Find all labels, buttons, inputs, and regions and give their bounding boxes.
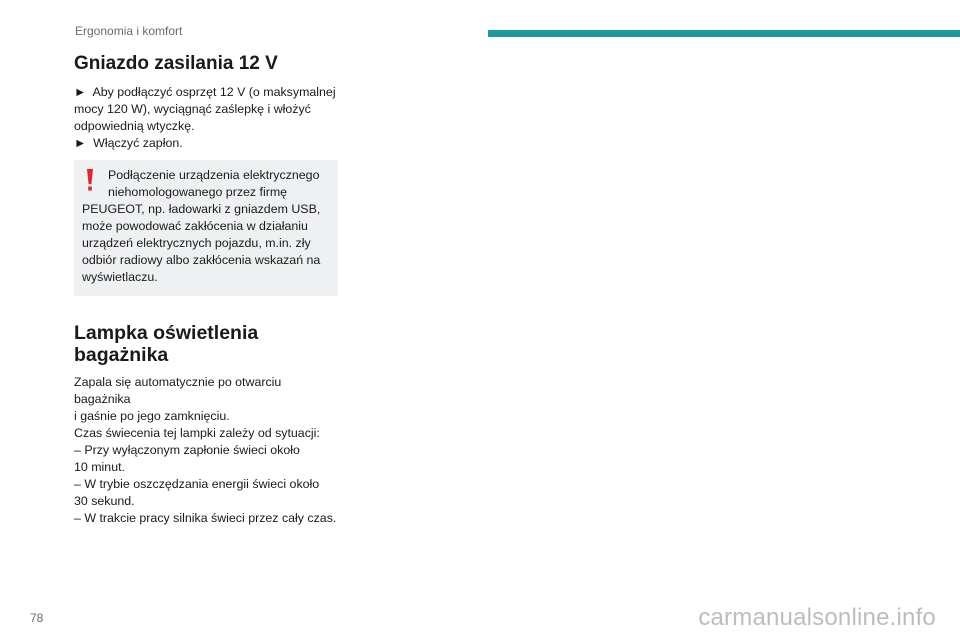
page-number: 78 — [30, 611, 44, 625]
step-line: ► Włączyć zapłon. — [74, 136, 183, 150]
instruction-step — [74, 84, 338, 135]
warning-line: urządzeń elektrycznych pojazdu, m.in. zły — [82, 236, 311, 250]
body-line: i gaśnie po jego zamknięciu. — [74, 409, 230, 423]
content-column — [74, 52, 338, 527]
watermark: carmanualsonline.info — [698, 604, 936, 631]
warning-line: PEUGEOT, np. ładowarki z gniazdem USB, — [82, 202, 321, 216]
warning-line: może powodować zakłócenia w działaniu — [82, 219, 308, 233]
exclamation-icon — [86, 168, 94, 192]
body-line: – W trybie oszczędzania energii świeci około — [74, 477, 320, 491]
step-line: odpowiednią wtyczkę. — [74, 119, 195, 133]
body-line: Zapala się automatycznie po otwarciu bagażnika — [74, 375, 282, 406]
body-line: – W trakcie pracy silnika świeci przez cały czas. — [74, 511, 337, 525]
step-line: mocy 120 W), wyciągnąć zaślepkę i włożyć — [74, 102, 311, 116]
instruction-step — [74, 135, 338, 152]
warning-note — [74, 160, 338, 296]
accent-bar — [488, 30, 960, 37]
arrow-icon: ► — [74, 85, 87, 99]
body-line: 10 minut. — [74, 460, 125, 474]
arrow-icon: ► — [74, 136, 87, 150]
section-title-power-socket: Gniazdo zasilania 12 V — [74, 53, 278, 74]
warning-line: Podłączenie urządzenia elektrycznego — [108, 168, 320, 182]
section-title-boot-lamp: Lampka oświetlenia bagażnika — [74, 322, 259, 366]
warning-line: odbiór radiowy albo zakłócenia wskazań na — [82, 253, 321, 267]
body-line: – Przy wyłączonym zapłonie świeci około — [74, 443, 300, 457]
warning-line: wyświetlaczu. — [82, 270, 158, 284]
warning-line: niehomologowanego przez firmę — [108, 185, 288, 199]
boot-lamp-body — [74, 374, 338, 527]
step-line: ► Aby podłączyć osprzęt 12 V (o maksymalnej — [74, 85, 336, 99]
body-line: 30 sekund. — [74, 494, 135, 508]
running-header: Ergonomia i komfort — [75, 24, 183, 38]
body-line: Czas świecenia tej lampki zależy od sytuacji: — [74, 426, 320, 440]
